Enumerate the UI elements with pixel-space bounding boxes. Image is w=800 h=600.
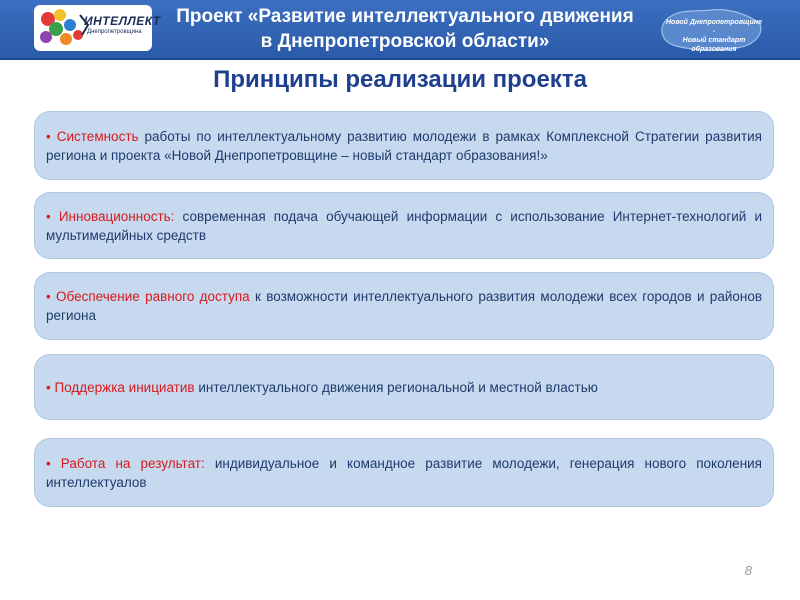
header-banner [0, 0, 800, 60]
principle-card-support [34, 354, 774, 420]
principle-body: индивидуальное и командное развитие молодежи, генерация нового поколения интеллектуалов [46, 455, 762, 490]
principle-highlight: • Поддержка инициатив [46, 379, 195, 395]
logo-text: ИНТЕЛЛЕКТ [84, 14, 161, 28]
principle-highlight: • Обеспечение равного доступа [46, 289, 250, 304]
principle-text [46, 287, 762, 325]
badge-caption-line2: Новый стандарт образования [682, 37, 746, 53]
principle-highlight: • Системность [46, 128, 139, 144]
slide-number: 8 [744, 563, 752, 578]
project-title [160, 4, 650, 54]
logo-subtext: Днепропетровщина [87, 29, 142, 35]
page-title: Принципы реализации проекта [213, 66, 587, 93]
principle-body: работы по интеллектуальному развитию молодежи в рамках Комплексной Стратегии развития региона и проекта «Новой Днепропетровщине – новый стандарт образования!» [46, 128, 762, 163]
intellect-logo-icon [34, 5, 152, 51]
principle-text [46, 454, 762, 492]
principle-text [46, 378, 762, 397]
principle-body: к возможности интеллектуального развития молодежи всех городов и районов региона [46, 289, 763, 323]
project-title-line2: в Днепропетровской области» [260, 31, 550, 52]
principle-card-innovation [34, 192, 774, 259]
principle-text [46, 127, 762, 165]
badge-caption-line1: Новой Днепропетровщине - [665, 19, 762, 35]
project-title-line1: Проект «Развитие интеллектуального движения [176, 6, 634, 27]
principle-text [46, 207, 762, 245]
principle-card-equal-access [34, 272, 774, 340]
principle-card-results [34, 438, 774, 507]
principle-highlight: • Инновационность: [46, 208, 175, 224]
principle-highlight: • Работа на результат: [46, 455, 205, 471]
principle-card-systematic [34, 111, 774, 180]
principle-body: современная подача обучающей информации с использование Интернет-технологий и мультимедийных средств [46, 208, 762, 243]
badge-caption [664, 18, 764, 54]
principle-body: интеллектуального движения региональной и местной властью [194, 379, 598, 395]
